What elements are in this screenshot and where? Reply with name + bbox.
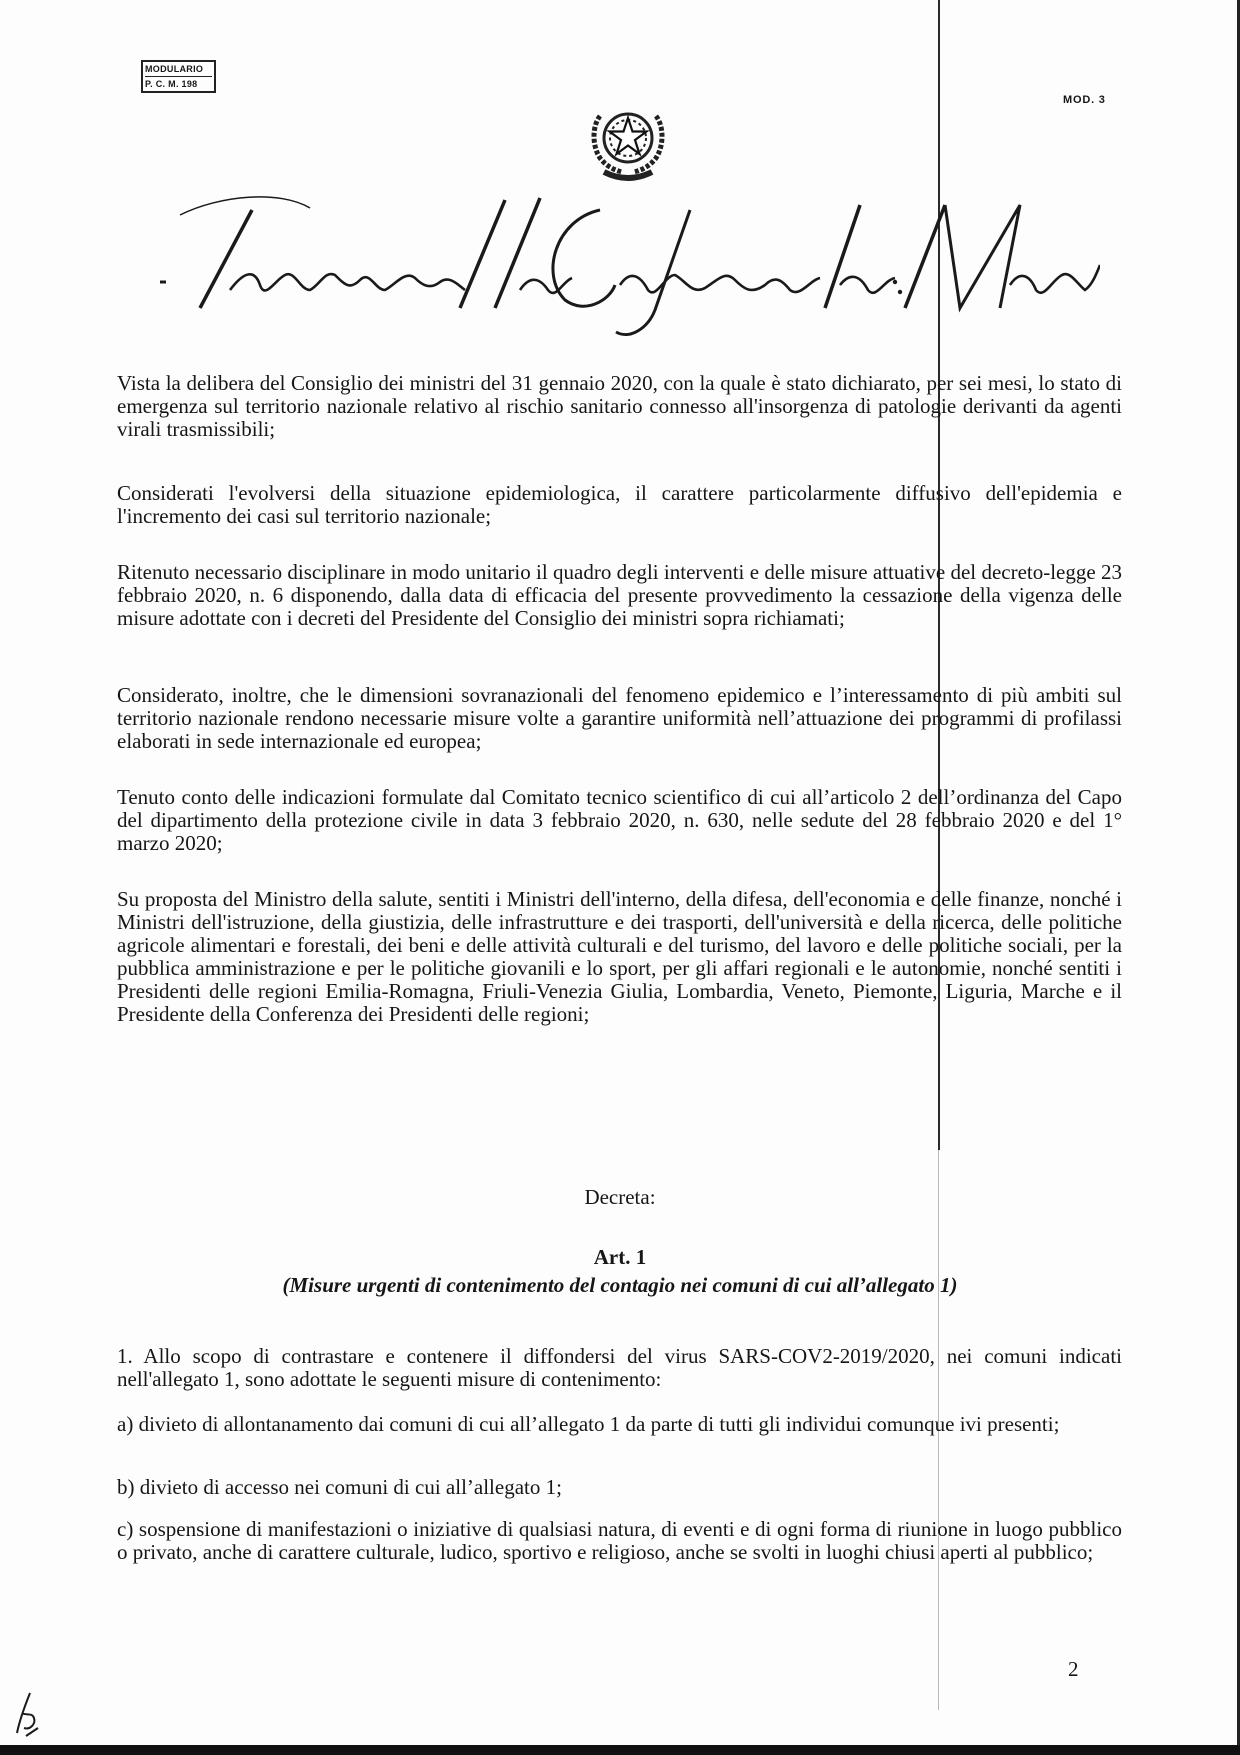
form-code: MOD. 3 [1063, 94, 1106, 106]
article-number: Art. 1 [593, 1245, 647, 1269]
modulario-stamp [141, 60, 216, 93]
handwritten-initials-icon [12, 1688, 42, 1738]
preamble-paragraph: Su proposta del Ministro della salute, sentiti i Ministri dell'interno, della difesa, dell'economia e delle finanze, nonché i Ministri dell'istruzione, della giustizia, delle infrastrutture e dei trasporti, dell'università e della ricerca, delle politiche agricole alimentari e forestali, dei beni e delle attività culturali e del turismo, del lavoro e delle politiche sociali, per la pubblica amministrazione e per le politiche giovanili e lo sport, per gli affari regionali e le autonomie, nonché sentiti i Presidenti delle regioni Emilia-Romagna, Friuli-Venezia Giulia, Lombardia, Veneto, Piemonte, Liguria, Marche e il Presidente della Conferenza dei Presidenti delle regioni; [117, 887, 1122, 1026]
article-item: a) divieto di allontanamento dai comuni di cui all’allegato 1 da parte di tutti gli individui comunque ivi presenti; [117, 1412, 1060, 1436]
preamble-paragraph: Considerato, inoltre, che le dimensioni sovranazionali del fenomeno epidemico e l’interessamento di più ambiti sul territorio nazionale rendono necessarie misure volte a garantire uniformità nell’attuazione dei programmi di profilassi elaborati in sede internazionale ed europea; [117, 683, 1122, 753]
decree-word: Decreta: [584, 1185, 656, 1209]
article-title: (Misure urgenti di contenimento del contagio nei comuni di cui all’allegato 1) [282, 1273, 958, 1297]
institution-calligraphic-heading [160, 190, 1100, 340]
preamble-paragraph: Tenuto conto delle indicazioni formulate dal Comitato tecnico scientifico di cui all’articolo 2 dell’ordinanza del Capo del dipartimento della protezione civile in data 3 febbraio 2020, n. 630, nelle sedute del 28 febbraio 2020 e del 1° marzo 2020; [117, 785, 1122, 855]
stamp-line-1: MODULARIO [145, 62, 212, 77]
article-item: b) divieto di accesso nei comuni di cui all’allegato 1; [117, 1475, 562, 1499]
stamp-line-2: P. C. M. 198 [145, 79, 198, 89]
preamble-paragraph: Ritenuto necessario disciplinare in modo unitario il quadro degli interventi e delle misure attuative del decreto-legge 23 febbraio 2020, n. 6 disponendo, dalla data di efficacia del presente provvedimento la cessazione della vigenza delle misure adottate con i decreti del Presidente del Consiglio dei ministri sopra richiamati; [117, 560, 1122, 630]
article-item: c) sospensione di manifestazioni o iniziative di qualsiasi natura, di eventi e di ogni forma di riunione in luogo pubblico o privato, anche di carattere culturale, ludico, sportivo e religioso, anche se svolti in luoghi chiusi aperti al pubblico; [117, 1517, 1122, 1564]
italian-emblem-icon [578, 88, 678, 188]
preamble-paragraph: Considerati l'evolversi della situazione epidemiologica, il carattere particolarmente diffusivo dell'epidemia e l'incremento dei casi sul territorio nazionale; [117, 481, 1122, 528]
article-clause: 1. Allo scopo di contrastare e contenere il diffondersi del virus SARS-COV2-2019/2020, nei comuni indicati nell'allegato 1, sono adottate le seguenti misure di contenimento: [117, 1344, 1122, 1391]
preamble-paragraph: Vista la delibera del Consiglio dei ministri del 31 gennaio 2020, con la quale è stato dichiarato, per sei mesi, lo stato di emergenza sul territorio nazionale relativo al rischio sanitario connesso all'insorgenza di patologie derivanti da agenti virali trasmissibili; [117, 371, 1122, 441]
page-number: 2 [1068, 1657, 1079, 1681]
scan-edge-bottom [0, 1745, 1240, 1755]
